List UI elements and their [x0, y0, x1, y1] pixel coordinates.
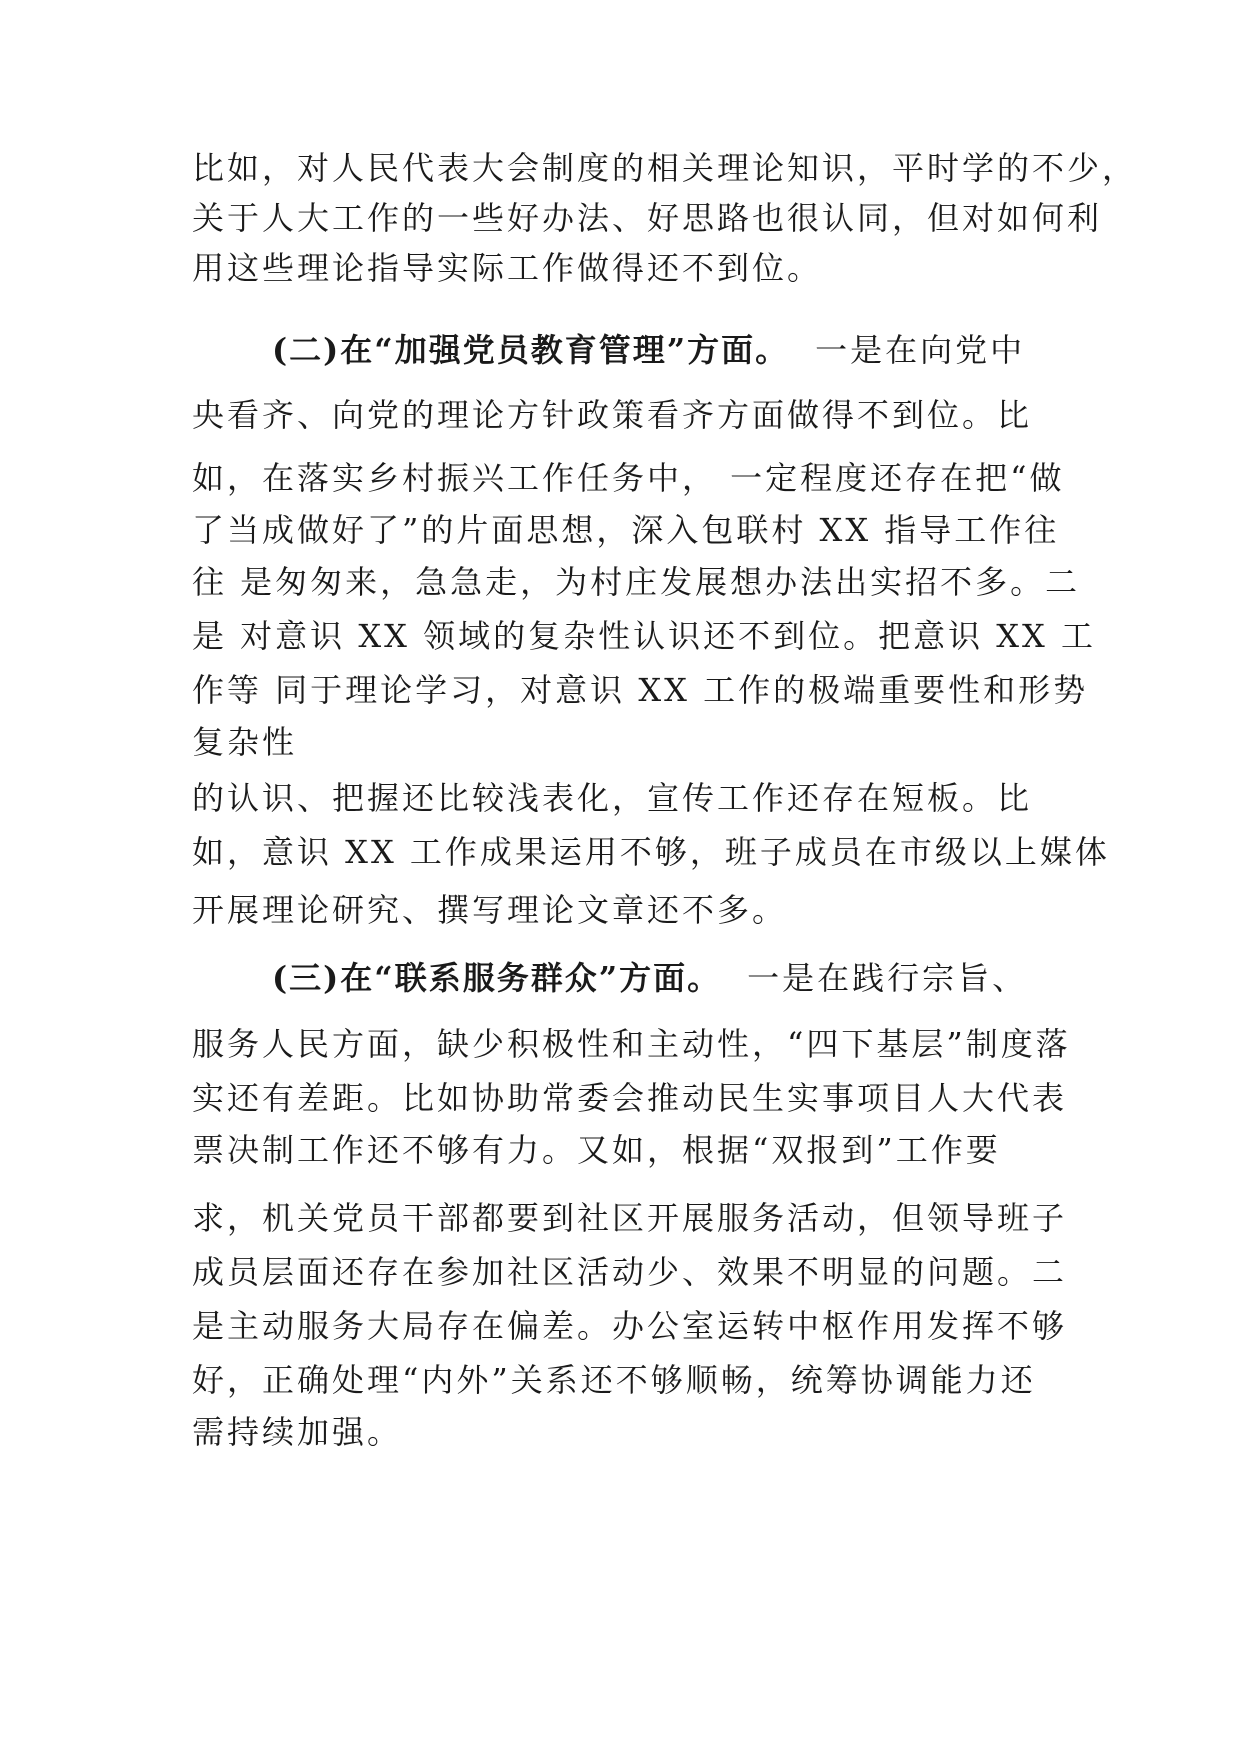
section-heading-continuation: 一是在践行宗旨、: [747, 959, 1028, 997]
paragraph-line: 复杂性: [192, 723, 298, 761]
section-heading-line: [272, 958, 1027, 998]
paragraph-line: 用这些理论指导实际工作做得还不到位。: [192, 249, 823, 287]
paragraph-line: 比如，对人民代表大会制度的相关理论知识，平时学的不少，: [192, 149, 1138, 187]
paragraph-line: 需持续加强。: [192, 1413, 403, 1451]
paragraph-line: 如，意识 XX 工作成果运用不够，班子成员在市级以上媒体: [192, 833, 1110, 871]
paragraph-line: 实还有差距。比如协助常委会推动民生实事项目人大代表: [192, 1079, 1068, 1117]
section-heading: (二)在“加强党员教育管理”方面。: [272, 331, 790, 369]
section-heading-line: [272, 330, 1025, 370]
paragraph-line: 往 是匆匆来，急急走，为村庄发展想办法出实招不多。二: [192, 563, 1081, 601]
paragraph-line: 开展理论研究、撰写理论文章还不多。: [192, 891, 788, 929]
paragraph-line: 作等 同于理论学习，对意识 XX 工作的极端重要性和形势: [192, 671, 1089, 709]
paragraph-line: 了当成做好了”的片面思想，深入包联村 XX 指导工作往: [192, 511, 1060, 549]
paragraph-line: 是主动服务大局存在偏差。办公室运转中枢作用发挥不够: [192, 1307, 1068, 1345]
section-heading-continuation: 一是在向党中: [815, 331, 1026, 369]
paragraph-line: 央看齐、向党的理论方针政策看齐方面做得不到位。比: [192, 396, 1033, 434]
paragraph-line: 求，机关党员干部都要到社区开展服务活动，但领导班子: [192, 1199, 1068, 1237]
paragraph-line: 票决制工作还不够有力。又如，根据“双报到”工作要: [192, 1131, 1001, 1169]
paragraph-line: 好，正确处理“内外”关系还不够顺畅，统筹协调能力还: [192, 1361, 1036, 1399]
paragraph-line: 关于人大工作的一些好办法、好思路也很认同，但对如何利: [192, 199, 1103, 237]
paragraph-line: 是 对意识 XX 领域的复杂性认识还不到位。把意识 XX 工: [192, 617, 1096, 655]
paragraph-line: 的认识、把握还比较浅表化，宣传工作还存在短板。比: [192, 779, 1033, 817]
paragraph-line: 服务人民方面，缺少积极性和主动性，“四下基层”制度落: [192, 1025, 1071, 1063]
paragraph-line: 成员层面还存在参加社区活动少、效果不明显的问题。二: [192, 1253, 1068, 1291]
section-heading: (三)在“联系服务群众”方面。: [272, 959, 722, 997]
paragraph-line: 如，在落实乡村振兴工作任务中， 一定程度还存在把“做: [192, 459, 1065, 497]
